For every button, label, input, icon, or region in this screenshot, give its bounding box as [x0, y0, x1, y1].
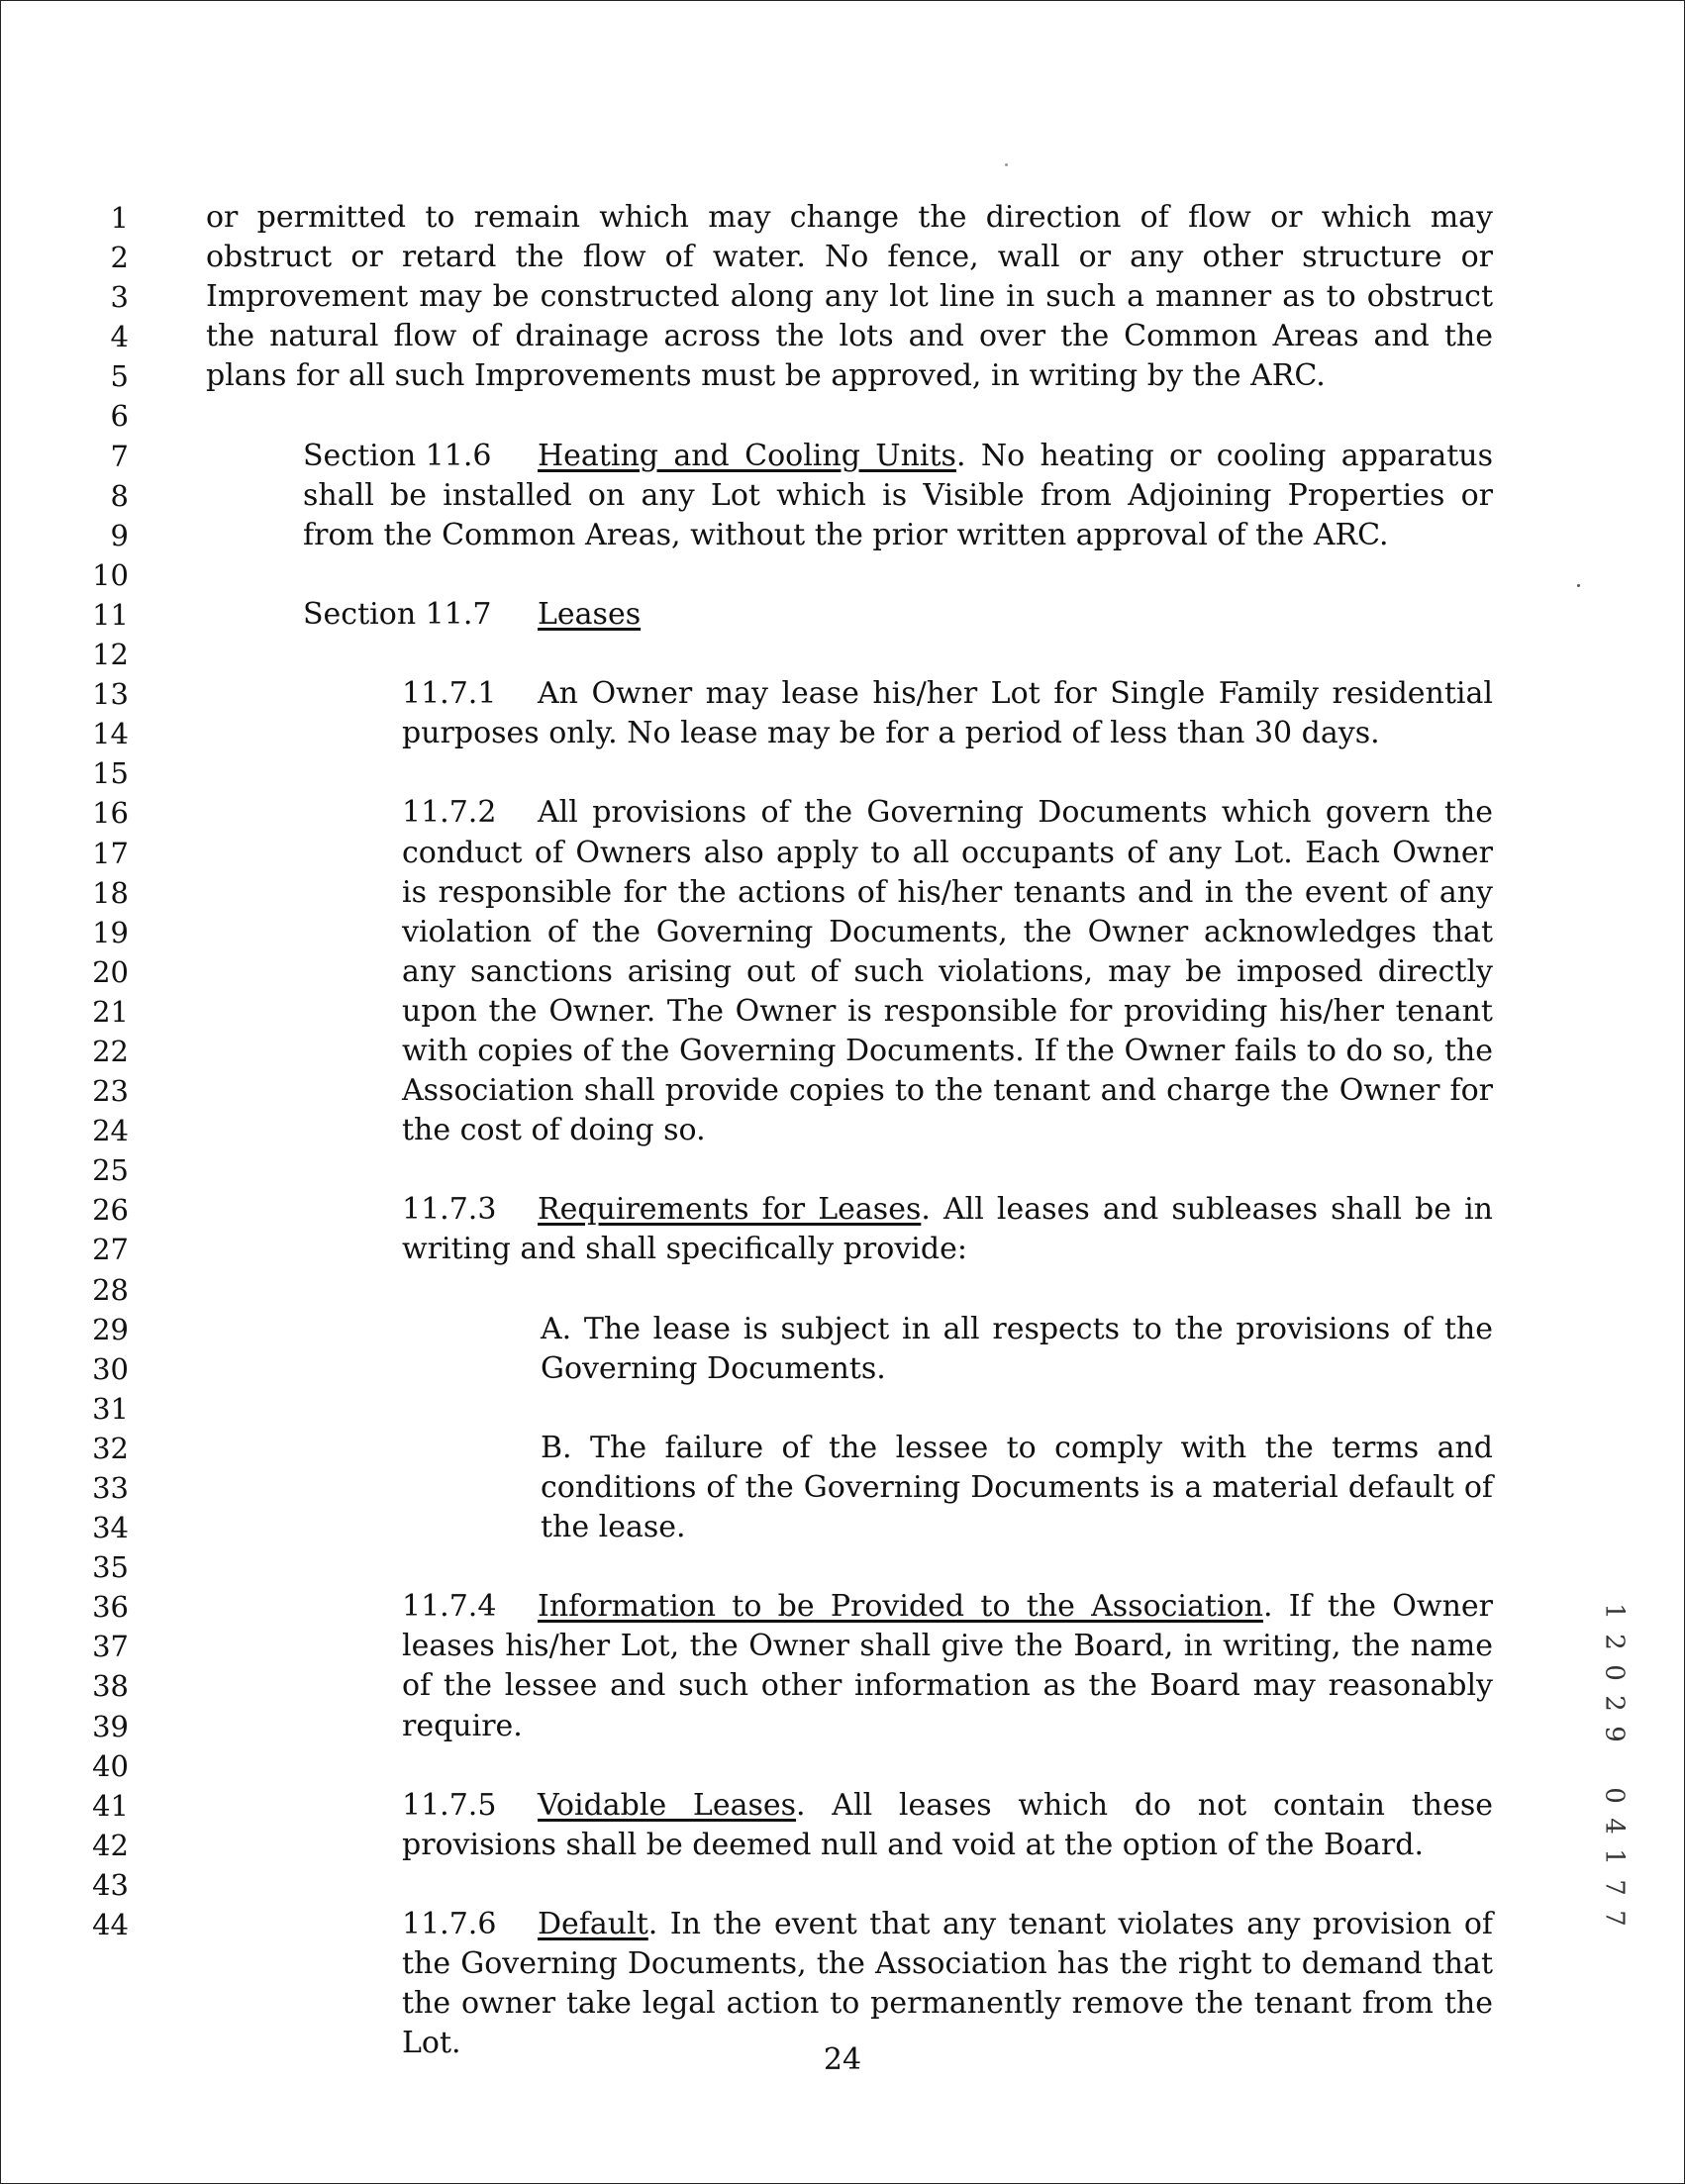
item-b: B. The failure of the lessee to comply with the terms and conditions of the Governing Documents is a material default of the lease. [541, 1430, 1493, 1545]
scan-speck [1005, 163, 1008, 166]
stamp-digit: 7 [1599, 1879, 1630, 1896]
line-number: 29 [92, 1312, 129, 1346]
line-number: 22 [92, 1034, 129, 1068]
subsection-title: Information to be Provided to the Association [538, 1589, 1263, 1625]
line-number: 43 [92, 1867, 129, 1902]
item-a: A. The lease is subject in all respects to the provisions of the Governing Documents. [541, 1311, 1493, 1386]
line-number: 44 [92, 1908, 129, 1942]
line-number: 3 [110, 280, 129, 315]
subsection-text: . All leases and subleases shall be in writing and shall specifically provide: [402, 1192, 1493, 1267]
section-number: Section 11.7 [303, 596, 492, 632]
line-number: 12 [92, 638, 129, 672]
subsection-11-7-5 [206, 1786, 1493, 1865]
line-number: 16 [92, 796, 129, 831]
line-number: 20 [92, 954, 129, 989]
line-number: 19 [92, 915, 129, 949]
document-body [206, 198, 1493, 2063]
line-number: 33 [92, 1471, 129, 1505]
section-title: Leases [538, 596, 642, 632]
line-number: 37 [92, 1630, 129, 1664]
stamp-digit: 0 [1599, 1664, 1630, 1681]
line-number: 17 [92, 836, 129, 870]
line-number: 38 [92, 1669, 129, 1704]
subsection-number: 11.7.5 [402, 1787, 497, 1823]
subsection-number: 11.7.4 [402, 1589, 497, 1625]
line-number: 32 [92, 1431, 129, 1465]
line-number: 13 [92, 677, 129, 712]
line-number: 23 [92, 1074, 129, 1109]
subsection-11-7-4 [206, 1587, 1493, 1745]
subsection-number: 11.7.1 [402, 676, 497, 712]
line-number: 5 [110, 359, 129, 394]
stamp-digit: 9 [1599, 1726, 1630, 1742]
subsection-title: Default [538, 1907, 648, 1942]
subsection-text: All provisions of the Governing Documents which govern the conduct of Owners also apply to all occupants of any Lot. Each Owner is responsible for the actions of his/her tenants and in the event of any violation of the Governing Documents, the Owner acknowledges that any sanctions arising out of such violations, may be imposed directly upon the Owner. The Owner is responsible for providing his/her tenant with copies of the Governing Documents. If the Owner fails to do so, the Association shall provide copies to the tenant and charge the Owner for the cost of doing so. [402, 795, 1493, 1148]
line-number: 36 [92, 1590, 129, 1625]
subsection-11-7-3 [206, 1190, 1493, 1269]
line-number: 4 [110, 320, 129, 354]
subsection-text: . All leases which do not contain these provisions shall be deemed null and void at the option of the Board. [402, 1787, 1493, 1862]
subsection-text: . In the event that any tenant violates any provision of the Governing Documents, the Association has the right to demand that the owner take legal action to permanently remove the tenant from the Lot. [402, 1907, 1493, 2061]
line-number: 28 [92, 1272, 129, 1307]
subsection-number: 11.7.3 [402, 1192, 497, 1228]
line-number: 7 [110, 439, 129, 473]
subsection-title: Voidable Leases [538, 1787, 797, 1823]
line-number: 10 [92, 557, 129, 592]
stamp-digit: 7 [1599, 1910, 1630, 1927]
line-number: 21 [92, 994, 129, 1029]
line-number: 8 [110, 478, 129, 513]
stamp-digit: 1 [1599, 1848, 1630, 1865]
line-number: 30 [92, 1351, 129, 1386]
line-number: 15 [92, 756, 129, 791]
line-number: 24 [92, 1114, 129, 1148]
line-number: 42 [92, 1828, 129, 1862]
line-number: 1 [110, 201, 129, 235]
subsection-11-7-2 [206, 793, 1493, 1150]
section-11-6 [206, 437, 1493, 555]
subsection-title: Requirements for Leases [538, 1192, 922, 1228]
line-number: 40 [92, 1748, 129, 1783]
line-number: 18 [92, 875, 129, 910]
line-number: 34 [92, 1511, 129, 1545]
line-number: 39 [92, 1709, 129, 1743]
line-number: 2 [110, 241, 129, 275]
line-number: 26 [92, 1193, 129, 1228]
line-number: 6 [110, 399, 129, 434]
line-number: 9 [110, 518, 129, 552]
stamp-digit: 4 [1599, 1818, 1630, 1835]
stamp-digit: 2 [1599, 1634, 1630, 1650]
line-number: 35 [92, 1550, 129, 1585]
section-text: . No heating or cooling apparatus shall be installed on any Lot which is Visible from Adjoining Properties or from the Common Areas, without the prior written approval of the ARC. [303, 438, 1493, 552]
stamp-digit: 1 [1599, 1603, 1630, 1620]
line-number: 41 [92, 1788, 129, 1823]
scan-speck [1577, 584, 1580, 587]
subsection-text: . If the Owner leases his/her Lot, the Owner shall give the Board, in writing, the name of the lessee and such other information as the Board may reasonably require. [402, 1589, 1493, 1743]
continuation-paragraph: or permitted to remain which may change the direction of flow or which may obstruct or retard the flow of water. No fence, wall or any other structure or Improvement may be constructed along any lot line in such a manner as to obstruct the natural flow of drainage across the lots and over the Common Areas and the plans for all such Improvements must be approved, in writing by the ARC. [206, 200, 1493, 394]
section-title: Heating and Cooling Units [538, 438, 956, 473]
line-number: 31 [92, 1391, 129, 1426]
line-numbers [59, 198, 129, 1944]
line-number: 14 [92, 717, 129, 751]
subsection-number: 11.7.6 [402, 1907, 497, 1942]
recording-stamp [1594, 1596, 1634, 1934]
subsection-number: 11.7.2 [402, 795, 497, 831]
page-number: 24 [823, 2042, 862, 2077]
subsection-11-7-6 [206, 1905, 1493, 2063]
subsection-text: An Owner may lease his/her Lot for Single Family residential purposes only. No lease may be for a period of less than 30 days. [402, 676, 1493, 751]
line-number: 25 [92, 1153, 129, 1188]
stamp-digit: 2 [1599, 1695, 1630, 1712]
section-number: Section 11.6 [303, 438, 492, 473]
line-number: 27 [92, 1233, 129, 1267]
line-number: 11 [92, 597, 129, 632]
stamp-digit: 0 [1599, 1787, 1630, 1804]
section-11-7 [206, 595, 1493, 635]
subsection-11-7-1 [206, 674, 1493, 753]
